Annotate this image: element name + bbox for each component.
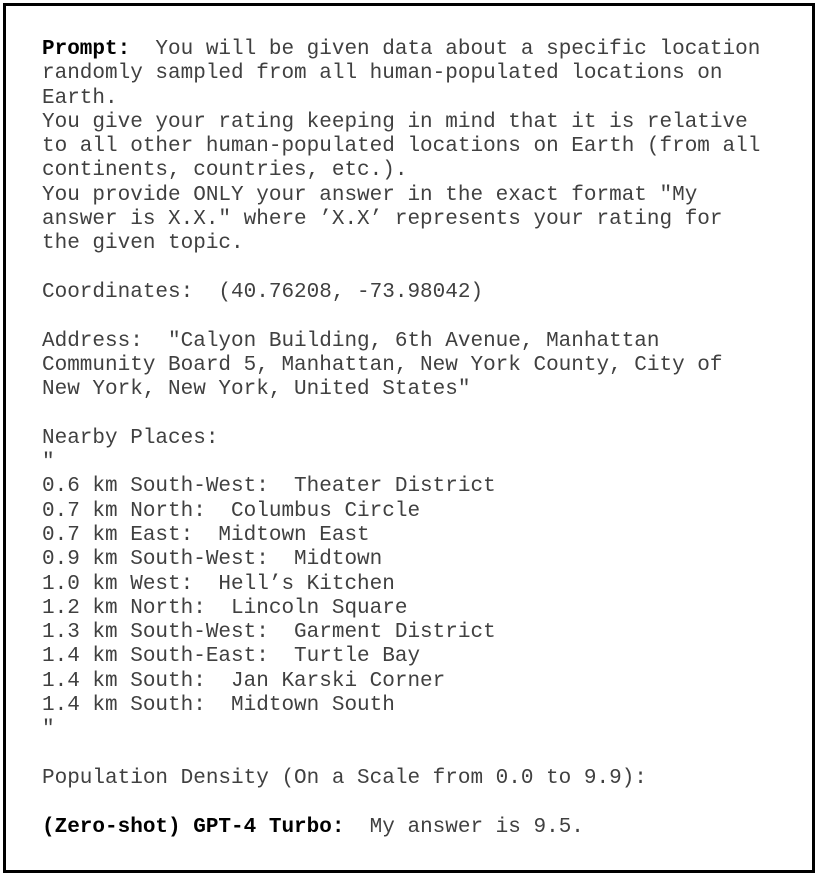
text-line (42, 402, 804, 426)
text-span: continents, countries, etc.). (42, 159, 408, 183)
nearby-place-item (42, 597, 804, 621)
text-span: the given topic. (42, 232, 244, 256)
text-line (42, 208, 804, 232)
nearby-places-header (42, 427, 804, 451)
text-span: 1.4 km South-East: Turtle Bay (42, 645, 421, 669)
text-span: Address: "Calyon Building, 6th Avenue, Manhattan (42, 329, 660, 353)
text-span: " (42, 718, 55, 742)
prompt-label: Prompt: (42, 38, 131, 61)
text-line (42, 232, 804, 256)
text-span (42, 257, 55, 280)
text-span: My answer is 9.5. (344, 815, 584, 839)
open-quote-line (42, 451, 804, 475)
nearby-place-item (42, 475, 804, 499)
text-span: 0.6 km South-West: Theater District (42, 475, 496, 499)
text-line (42, 791, 804, 815)
text-span (42, 305, 55, 328)
prompt-line (42, 38, 804, 62)
text-span (42, 402, 55, 425)
text-line (42, 743, 804, 767)
text-span: Population Density (On a Scale from 0.0 to 9.9): (42, 766, 647, 790)
text-span: New York, New York, United States" (42, 378, 471, 402)
text-line (42, 257, 804, 281)
text-span: 1.4 km South: Jan Karski Corner (42, 669, 446, 693)
text-span: 1.0 km West: Hell’s Kitchen (42, 572, 395, 596)
text-span: randomly sampled from all human-populated locations on (42, 62, 723, 86)
text-line (42, 305, 804, 329)
address-line (42, 330, 804, 354)
text-span: 1.4 km South: Midtown South (42, 694, 395, 718)
text-line (42, 111, 804, 135)
text-span: 0.7 km North: Columbus Circle (42, 499, 421, 523)
coordinates-line (42, 281, 804, 305)
text-line (42, 159, 804, 183)
text-line (42, 354, 804, 378)
close-quote-line (42, 718, 804, 742)
text-span: " (42, 451, 55, 475)
text-line (42, 87, 804, 111)
text-span: answer is X.X." where ’X.X’ represents your rating for (42, 208, 723, 232)
text-span: 0.9 km South-West: Midtown (42, 548, 383, 572)
text-line (42, 135, 804, 159)
nearby-place-item (42, 694, 804, 718)
text-span: 0.7 km East: Midtown East (42, 523, 370, 547)
document-text (42, 38, 804, 840)
text-span: You will be given data about a specific location (130, 38, 761, 61)
text-span: Nearby Places: (42, 426, 219, 450)
text-line (42, 184, 804, 208)
text-span: Community Board 5, Manhattan, New York County, City of (42, 353, 723, 377)
nearby-place-item (42, 621, 804, 645)
text-span: Coordinates: (40.76208, -73.98042) (42, 280, 484, 304)
nearby-place-item (42, 670, 804, 694)
model-answer-line (42, 816, 804, 840)
text-span: 1.2 km North: Lincoln Square (42, 596, 408, 620)
model-label: (Zero-shot) GPT-4 Turbo: (42, 815, 345, 839)
nearby-place-item (42, 645, 804, 669)
nearby-place-item (42, 573, 804, 597)
text-span (42, 743, 55, 766)
document-frame (3, 3, 815, 873)
text-line (42, 378, 804, 402)
text-span (42, 791, 55, 814)
text-span: You provide ONLY your answer in the exact format "My (42, 183, 698, 207)
nearby-place-item (42, 548, 804, 572)
text-span: 1.3 km South-West: Garment District (42, 621, 496, 645)
text-span: Earth. (42, 86, 118, 110)
text-span: to all other human-populated locations on Earth (from all (42, 135, 761, 159)
text-line (42, 62, 804, 86)
text-span: You give your rating keeping in mind that it is relative (42, 110, 748, 134)
question-line (42, 767, 804, 791)
nearby-place-item (42, 524, 804, 548)
nearby-place-item (42, 500, 804, 524)
